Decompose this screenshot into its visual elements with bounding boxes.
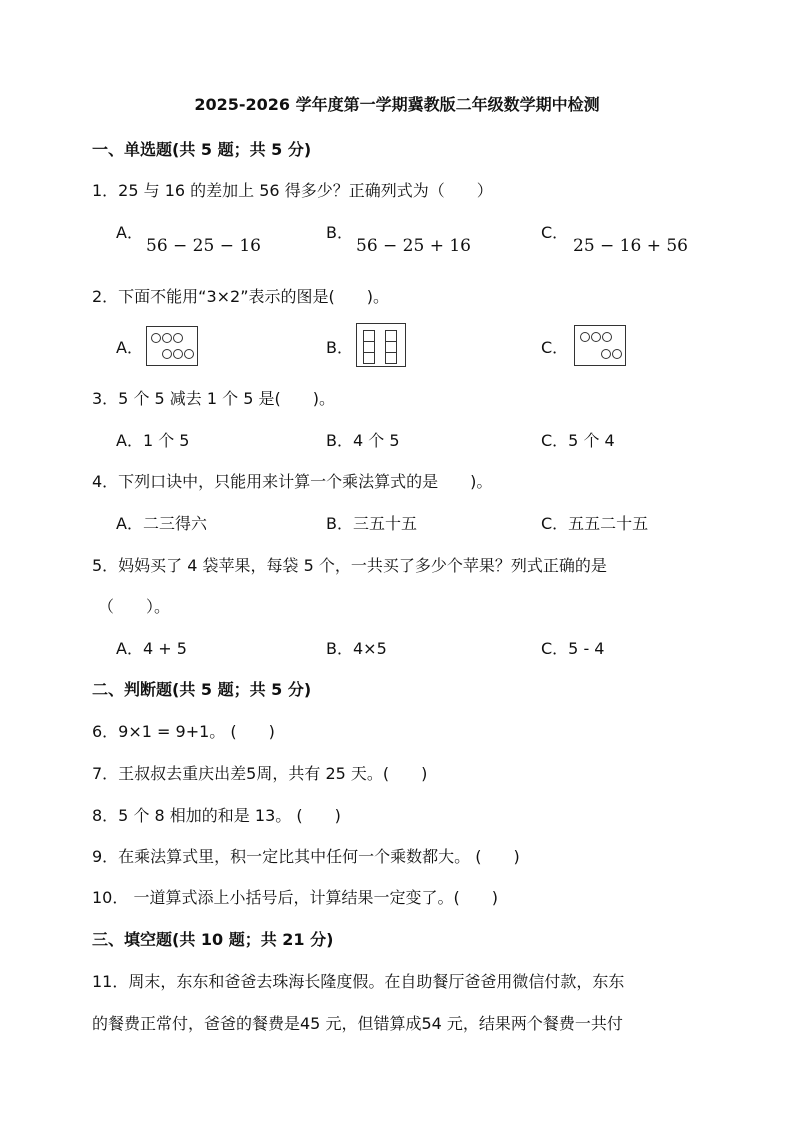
circle-shape [591,332,601,342]
question-10: 10． 一道算式添上小括号后，计算结果一定变了。( ) [92,888,498,907]
q3-option-c: C．5 个 4 [541,431,615,450]
cube-shape [363,352,375,364]
question-6: 6．9×1 = 9+1。 ( ) [92,722,275,741]
q5-option-b: B．4×5 [326,639,387,658]
circle-shape [612,349,622,359]
q2-option-c-label: C． [541,338,569,357]
question-4: 4．下列口诀中，只能用来计算一个乘法算式的是 )。 [92,472,493,491]
circle-shape [602,332,612,342]
q1-option-b-label: B． [326,223,353,242]
circle-shape [151,333,161,343]
circle-shape [162,349,172,359]
section-heading-single-choice: 一、单选题(共 5 题；共 5 分) [92,140,312,159]
question-11-line-2: 的餐费正常付，爸爸的餐费是45 元，但错算成54 元，结果两个餐费一共付 [92,1014,623,1033]
q1-option-c-label: C． [541,223,569,242]
circle-shape [580,332,590,342]
q2-option-a-label: A． [116,338,143,357]
circle-shape [184,349,194,359]
question-9: 9．在乘法算式里，积一定比其中任何一个乘数都大。 ( ) [92,847,520,866]
q4-option-b: B．三五十五 [326,514,417,533]
question-3: 3．5 个 5 减去 1 个 5 是( )。 [92,389,335,408]
circle-shape [173,349,183,359]
circle-shape [162,333,172,343]
q1-option-a-expression: 56 − 25 − 16 [146,236,261,256]
q2-option-b-cubes-figure [356,323,406,367]
cube-shape [385,352,397,364]
q1-option-c-expression: 25 − 16 + 56 [573,236,688,256]
page-title: 2025-2026 学年度第一学期冀教版二年级数学期中检测 [194,95,600,114]
q3-option-a: A．1 个 5 [116,431,190,450]
q4-option-c: C．五五二十五 [541,514,649,533]
section-heading-true-false: 二、判断题(共 5 题；共 5 分) [92,680,312,699]
question-2: 2．下面不能用“3×2”表示的图是( )。 [92,287,390,306]
q2-option-b-label: B． [326,338,353,357]
question-5-line-1: 5．妈妈买了 4 袋苹果，每袋 5 个，一共买了多少个苹果？列式正确的是 [92,556,607,575]
q2-option-c-circles-figure [574,325,626,366]
question-5-line-2: （ ）。 [98,597,171,616]
q5-option-c: C．5 - 4 [541,639,605,658]
question-1: 1．25 与 16 的差加上 56 得多少？正确列式为（ ） [92,181,493,200]
q3-option-b: B．4 个 5 [326,431,400,450]
q5-option-a: A．4 + 5 [116,639,187,658]
section-heading-fill-in: 三、填空题(共 10 题；共 21 分) [92,930,334,949]
q4-option-a: A．二三得六 [116,514,207,533]
circle-shape [173,333,183,343]
q2-option-a-circles-figure [146,326,198,366]
q1-option-a-label: A． [116,223,143,242]
q1-option-b-expression: 56 − 25 + 16 [356,236,471,256]
question-11-line-1: 11．周末，东东和爸爸去珠海长隆度假。在自助餐厅爸爸用微信付款，东东 [92,972,625,991]
question-8: 8．5 个 8 相加的和是 13。 ( ) [92,806,341,825]
circle-shape [601,349,611,359]
question-7: 7．王叔叔去重庆出差5周，共有 25 天。( ) [92,764,428,783]
